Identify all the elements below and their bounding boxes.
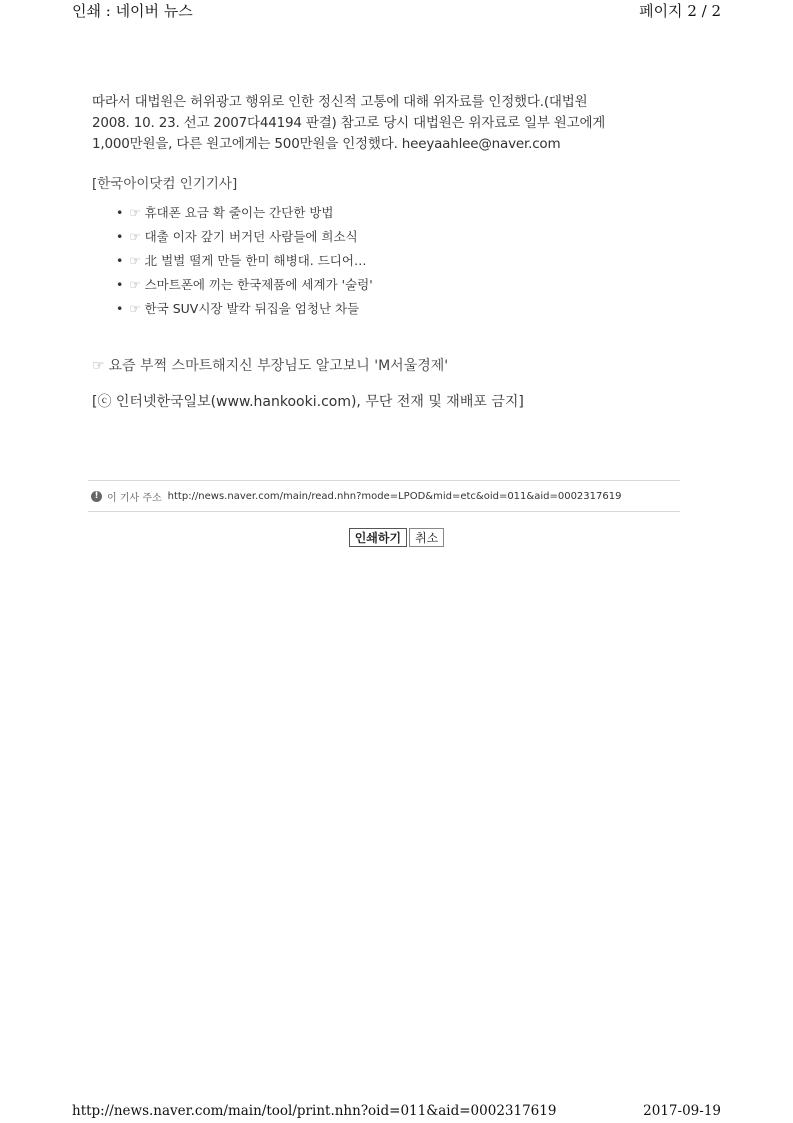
- popular-article-link[interactable]: 北 벌벌 떨게 만들 한미 해병대. 드디어…: [144, 253, 367, 268]
- popular-article-link[interactable]: 스마트폰에 끼는 한국제품에 세계가 '술렁': [144, 277, 373, 292]
- promo-link[interactable]: [92, 355, 684, 375]
- popular-article-item[interactable]: [116, 273, 684, 297]
- copyright-notice: [ⓒ 인터넷한국일보(www.hankooki.com), 무단 전재 및 재배포 금지]: [92, 394, 524, 410]
- pointing-hand-icon: ☞: [129, 229, 141, 244]
- pointing-hand-icon: ☞: [129, 253, 141, 268]
- page-header-title: 인쇄 : 네이버 뉴스: [72, 2, 193, 20]
- page-footer-url: http://news.naver.com/main/tool/print.nhn?oid=011&aid=0002317619: [72, 1103, 557, 1119]
- popular-article-link[interactable]: 한국 SUV시장 발칵 뒤집을 엄청난 차들: [144, 301, 360, 316]
- popular-article-item[interactable]: [116, 249, 684, 273]
- article-url-label: 이 기사 주소: [107, 492, 162, 504]
- page-number: 페이지 2 / 2: [639, 2, 721, 20]
- action-buttons: [0, 528, 793, 547]
- popular-article-link[interactable]: 대출 이자 갚기 버거던 사람들에 희소식: [144, 229, 358, 244]
- print-button[interactable]: 인쇄하기: [349, 528, 407, 547]
- bullet-icon: •: [116, 301, 124, 316]
- cancel-button[interactable]: 취소: [409, 528, 444, 547]
- popular-article-item[interactable]: [116, 225, 684, 249]
- bullet-icon: •: [116, 253, 124, 268]
- promo-text[interactable]: 요즘 부쩍 스마트해지신 부장님도 알고보니 'M서울경제': [108, 358, 449, 374]
- pointing-hand-icon: ☞: [129, 277, 141, 292]
- article-line: 1,000만원을, 다른 원고에게는 500만원을 인정했다. heeyaahlee@naver.com: [92, 136, 561, 152]
- popular-article-link[interactable]: 휴대폰 요금 확 줄이는 간단한 방법: [144, 205, 334, 220]
- bullet-icon: •: [116, 205, 124, 220]
- bullet-icon: •: [116, 277, 124, 292]
- article-content: [92, 92, 684, 411]
- article-line: 2008. 10. 23. 선고 2007다44194 판결) 참고로 당시 대법원은 위자료로 일부 원고에게: [92, 115, 606, 131]
- popular-section-title: [한국아이닷컴 인기기사]: [92, 176, 238, 192]
- pointing-hand-icon: ☞: [92, 358, 105, 374]
- article-url-bar: [88, 480, 680, 512]
- popular-articles-list: [92, 201, 684, 321]
- pointing-hand-icon: ☞: [129, 205, 141, 220]
- popular-article-item[interactable]: [116, 297, 684, 321]
- bullet-icon: •: [116, 229, 124, 244]
- pointing-hand-icon: ☞: [129, 301, 141, 316]
- article-paragraph: [92, 92, 684, 155]
- popular-article-item[interactable]: [116, 201, 684, 225]
- article-url-value[interactable]: http://news.naver.com/main/read.nhn?mode=LPOD&mid=etc&oid=011&aid=0002317619: [167, 490, 622, 502]
- article-line: 따라서 대법원은 허위광고 행위로 인한 정신적 고통에 대해 위자료를 인정했다.(대법원: [92, 94, 588, 110]
- info-icon: !: [91, 491, 102, 502]
- page-footer-date: 2017-09-19: [643, 1103, 721, 1119]
